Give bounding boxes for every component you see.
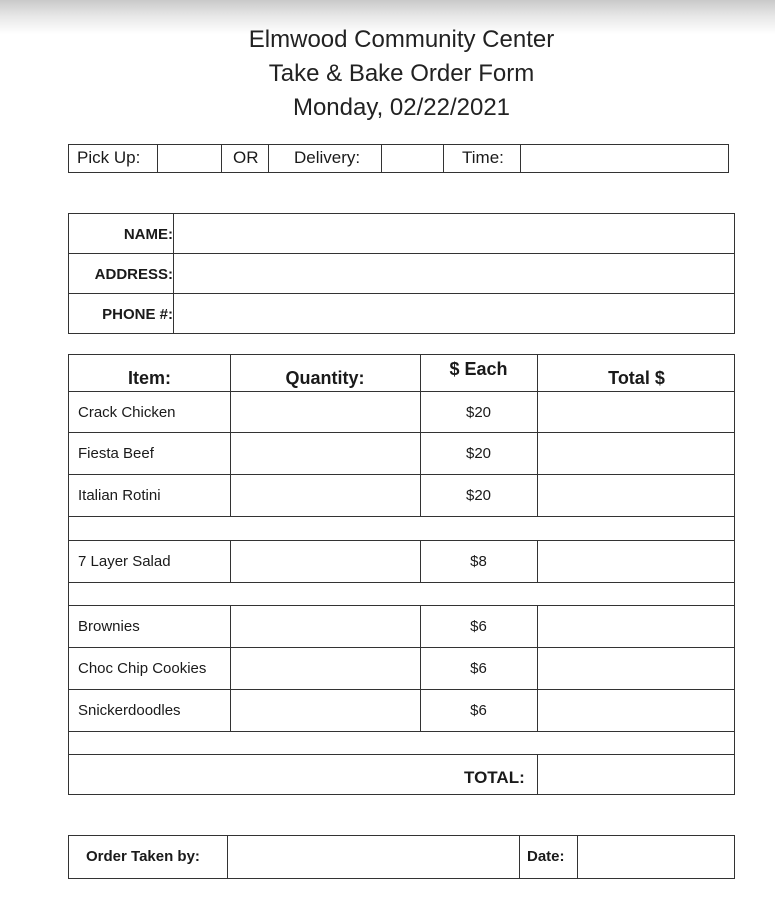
divider <box>537 754 538 794</box>
customer-info-block <box>68 213 735 334</box>
total-label: TOTAL: <box>464 768 525 787</box>
divider <box>227 836 228 878</box>
address-label: ADDRESS: <box>94 266 173 283</box>
header-total: Total $ <box>608 368 665 388</box>
item-name: Italian Rotini <box>78 487 161 504</box>
divider <box>381 145 382 172</box>
phone-field[interactable] <box>175 294 733 332</box>
phone-label: PHONE #: <box>102 306 173 323</box>
quantity-field[interactable] <box>232 434 418 473</box>
quantity-field[interactable] <box>232 476 418 515</box>
item-name: Snickerdoodles <box>78 702 181 719</box>
org-title: Elmwood Community Center <box>248 26 555 53</box>
item-price: $20 <box>465 487 492 504</box>
taken-by-label: Order Taken by: <box>86 848 200 865</box>
time-field[interactable] <box>522 145 727 171</box>
header-quantity: Quantity: <box>285 368 365 388</box>
divider <box>268 145 269 172</box>
item-price: $20 <box>465 404 492 421</box>
order-taken-block <box>68 835 735 879</box>
item-price: $8 <box>470 553 487 570</box>
time-label: Time: <box>462 148 504 167</box>
divider <box>577 836 578 878</box>
quantity-field[interactable] <box>232 393 418 431</box>
pickup-label: Pick Up: <box>77 148 141 167</box>
item-name: 7 Layer Salad <box>78 553 171 570</box>
item-name: Fiesta Beef <box>78 445 154 462</box>
or-label: OR <box>233 148 259 167</box>
item-price: $6 <box>470 618 487 635</box>
delivery-label: Delivery: <box>294 148 361 167</box>
form-title: Take & Bake Order Form <box>268 60 535 87</box>
divider <box>69 582 734 583</box>
form-date: Monday, 02/22/2021 <box>292 94 511 121</box>
total-field[interactable] <box>539 756 733 793</box>
divider <box>537 540 538 582</box>
divider <box>173 214 174 333</box>
item-price: $6 <box>470 702 487 719</box>
date-field[interactable] <box>579 836 733 877</box>
divider <box>69 516 734 517</box>
divider <box>69 754 734 755</box>
divider <box>221 145 222 172</box>
divider <box>537 605 538 731</box>
divider <box>69 540 734 541</box>
divider <box>230 540 231 582</box>
divider <box>69 605 734 606</box>
address-field[interactable] <box>175 254 733 292</box>
pickup-delivery-row <box>68 144 729 173</box>
divider <box>519 836 520 878</box>
item-name: Brownies <box>78 618 140 635</box>
divider <box>69 731 734 732</box>
divider <box>69 689 734 690</box>
item-name: Crack Chicken <box>78 404 176 421</box>
item-price: $20 <box>465 445 492 462</box>
divider <box>69 432 734 433</box>
item-price: $6 <box>470 660 487 677</box>
name-field[interactable] <box>175 214 733 252</box>
pickup-field[interactable] <box>159 145 221 171</box>
quantity-field[interactable] <box>232 542 418 581</box>
divider <box>69 391 734 392</box>
divider <box>157 145 158 172</box>
header-item: Item: <box>127 368 171 388</box>
quantity-field[interactable] <box>232 607 418 646</box>
taken-by-field[interactable] <box>229 836 517 877</box>
divider <box>520 145 521 172</box>
date-label: Date: <box>527 848 565 865</box>
header-each: $ Each <box>449 359 508 379</box>
divider <box>69 647 734 648</box>
divider <box>69 474 734 475</box>
divider <box>443 145 444 172</box>
quantity-field[interactable] <box>232 649 418 688</box>
delivery-field[interactable] <box>383 145 443 171</box>
item-name: Choc Chip Cookies <box>78 660 207 677</box>
order-items-table <box>68 354 735 795</box>
divider <box>230 605 231 731</box>
name-label: NAME: <box>123 226 173 243</box>
quantity-field[interactable] <box>232 691 418 730</box>
